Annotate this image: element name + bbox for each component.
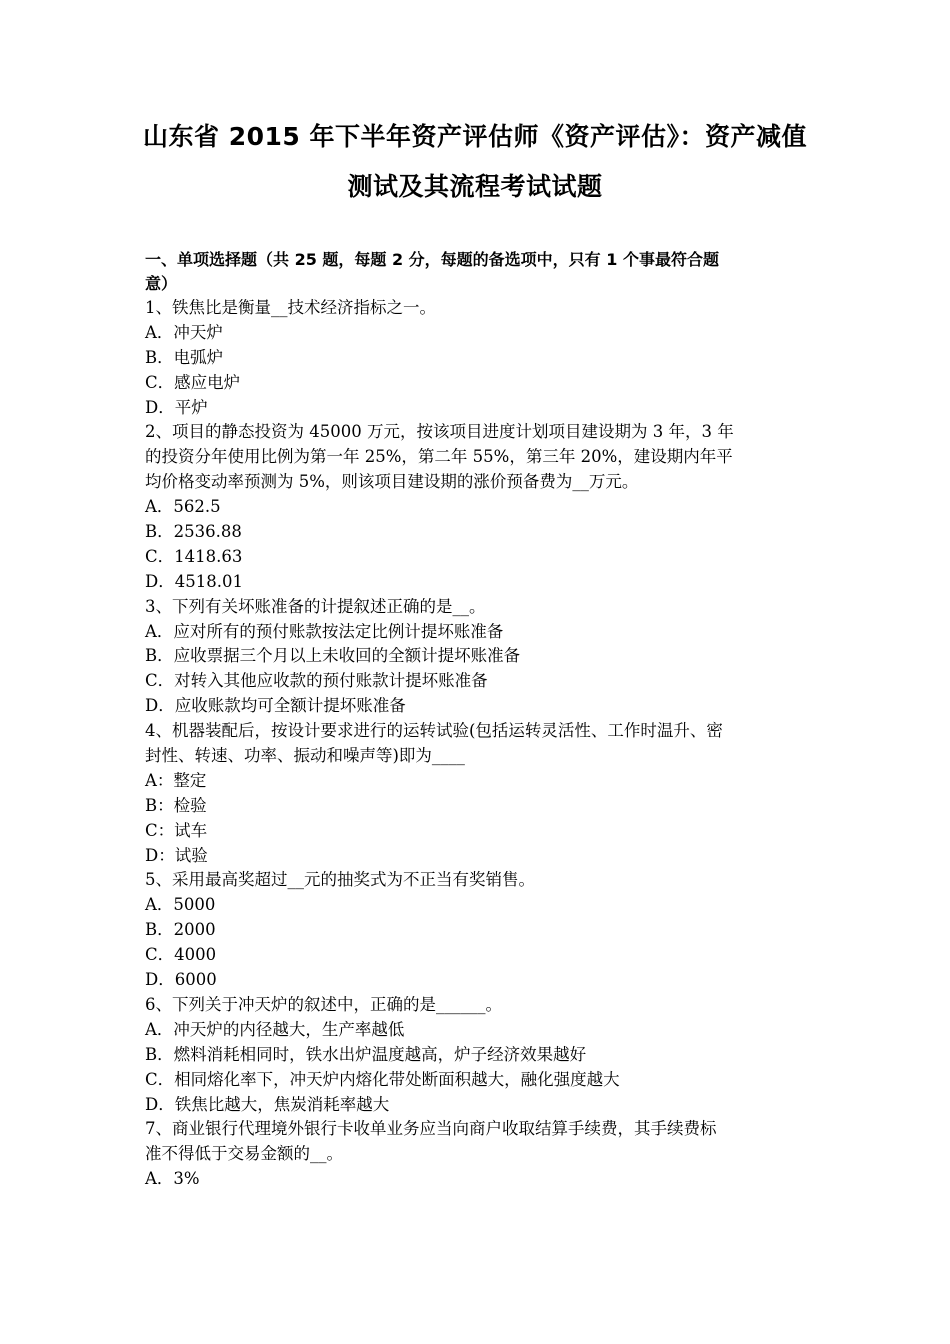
question-list (145, 296, 810, 1192)
text-line: 6、下列关于冲天炉的叙述中，正确的是______。 (145, 994, 502, 1014)
text-line: A．冲天炉 (145, 322, 223, 342)
text-line: 5、采用最高奖超过__元的抽奖式为不正当有奖销售。 (145, 870, 535, 890)
text-line: A．冲天炉的内径越大，生产率越低 (145, 1019, 405, 1039)
text-line: B．2000 (145, 920, 216, 940)
text-line: C：试车 (145, 820, 208, 840)
section-heading (145, 248, 810, 296)
text-line: 的投资分年使用比例为第一年 25%，第二年 55%，第三年 20%，建设期内年平 (145, 447, 733, 467)
text-line: B．应收票据三个月以上未收回的全额计提坏账准备 (145, 646, 521, 666)
text-line: A：整定 (145, 770, 207, 790)
text-line: C．相同熔化率下，冲天炉内熔化带处断面积越大，融化强度越大 (145, 1069, 620, 1089)
text-line: 均价格变动率预测为 5%，则该项目建设期的涨价预备费为__万元。 (145, 472, 639, 492)
text-line: A．562.5 (145, 497, 221, 517)
text-line: C．4000 (145, 945, 217, 965)
text-line: 准不得低于交易金额的__。 (145, 1144, 343, 1164)
text-line: C．感应电炉 (145, 372, 241, 392)
text-line: 7、商业银行代理境外银行卡收单业务应当向商户收取结算手续费，其手续费标 (145, 1119, 717, 1139)
text-line: 封性、转速、功率、振动和噪声等)即为____ (145, 746, 465, 766)
text-line: B：检验 (145, 795, 207, 815)
document-title-line-1: 山东省 2015 年下半年资产评估师《资产评估》：资产减值 (143, 122, 807, 151)
text-line: B．燃料消耗相同时，铁水出炉温度越高，炉子经济效果越好 (145, 1044, 587, 1064)
text-line: D．铁焦比越大，焦炭消耗率越大 (145, 1094, 390, 1114)
text-line: B．2536.88 (145, 522, 242, 542)
text-line: A．3% (145, 1169, 200, 1189)
text-line: C．对转入其他应收款的预付账款计提坏账准备 (145, 671, 488, 691)
text-line: B．电弧炉 (145, 347, 224, 367)
text-line: 2、项目的静态投资为 45000 万元，按该项目进度计划项目建设期为 3 年，3 年 (145, 422, 734, 442)
section-heading-line-1: 一、单项选择题（共 25 题，每题 2 分，每题的备选项中，只有 1 个事最符合题 (145, 250, 719, 269)
text-line: C．1418.63 (145, 546, 243, 566)
document-title-line-2: 测试及其流程考试试题 (347, 172, 603, 201)
text-line: D．平炉 (145, 397, 208, 417)
text-line: 1、铁焦比是衡量__技术经济指标之一。 (145, 298, 436, 317)
text-line: A．5000 (145, 895, 216, 915)
text-line: D：试验 (145, 845, 208, 865)
text-line: D．6000 (145, 970, 217, 990)
text-line: 3、下列有关坏账准备的计提叙述正确的是__。 (145, 596, 486, 616)
section-heading-line-2: 意） (145, 274, 178, 293)
text-line: 4、机器装配后，按设计要求进行的运转试验(包括运转灵活性、工作时温升、密 (145, 721, 723, 741)
text-line: D．4518.01 (145, 571, 243, 591)
text-line: A．应对所有的预付账款按法定比例计提坏账准备 (145, 621, 504, 641)
text-line: D．应收账款均可全额计提坏账准备 (145, 696, 406, 716)
